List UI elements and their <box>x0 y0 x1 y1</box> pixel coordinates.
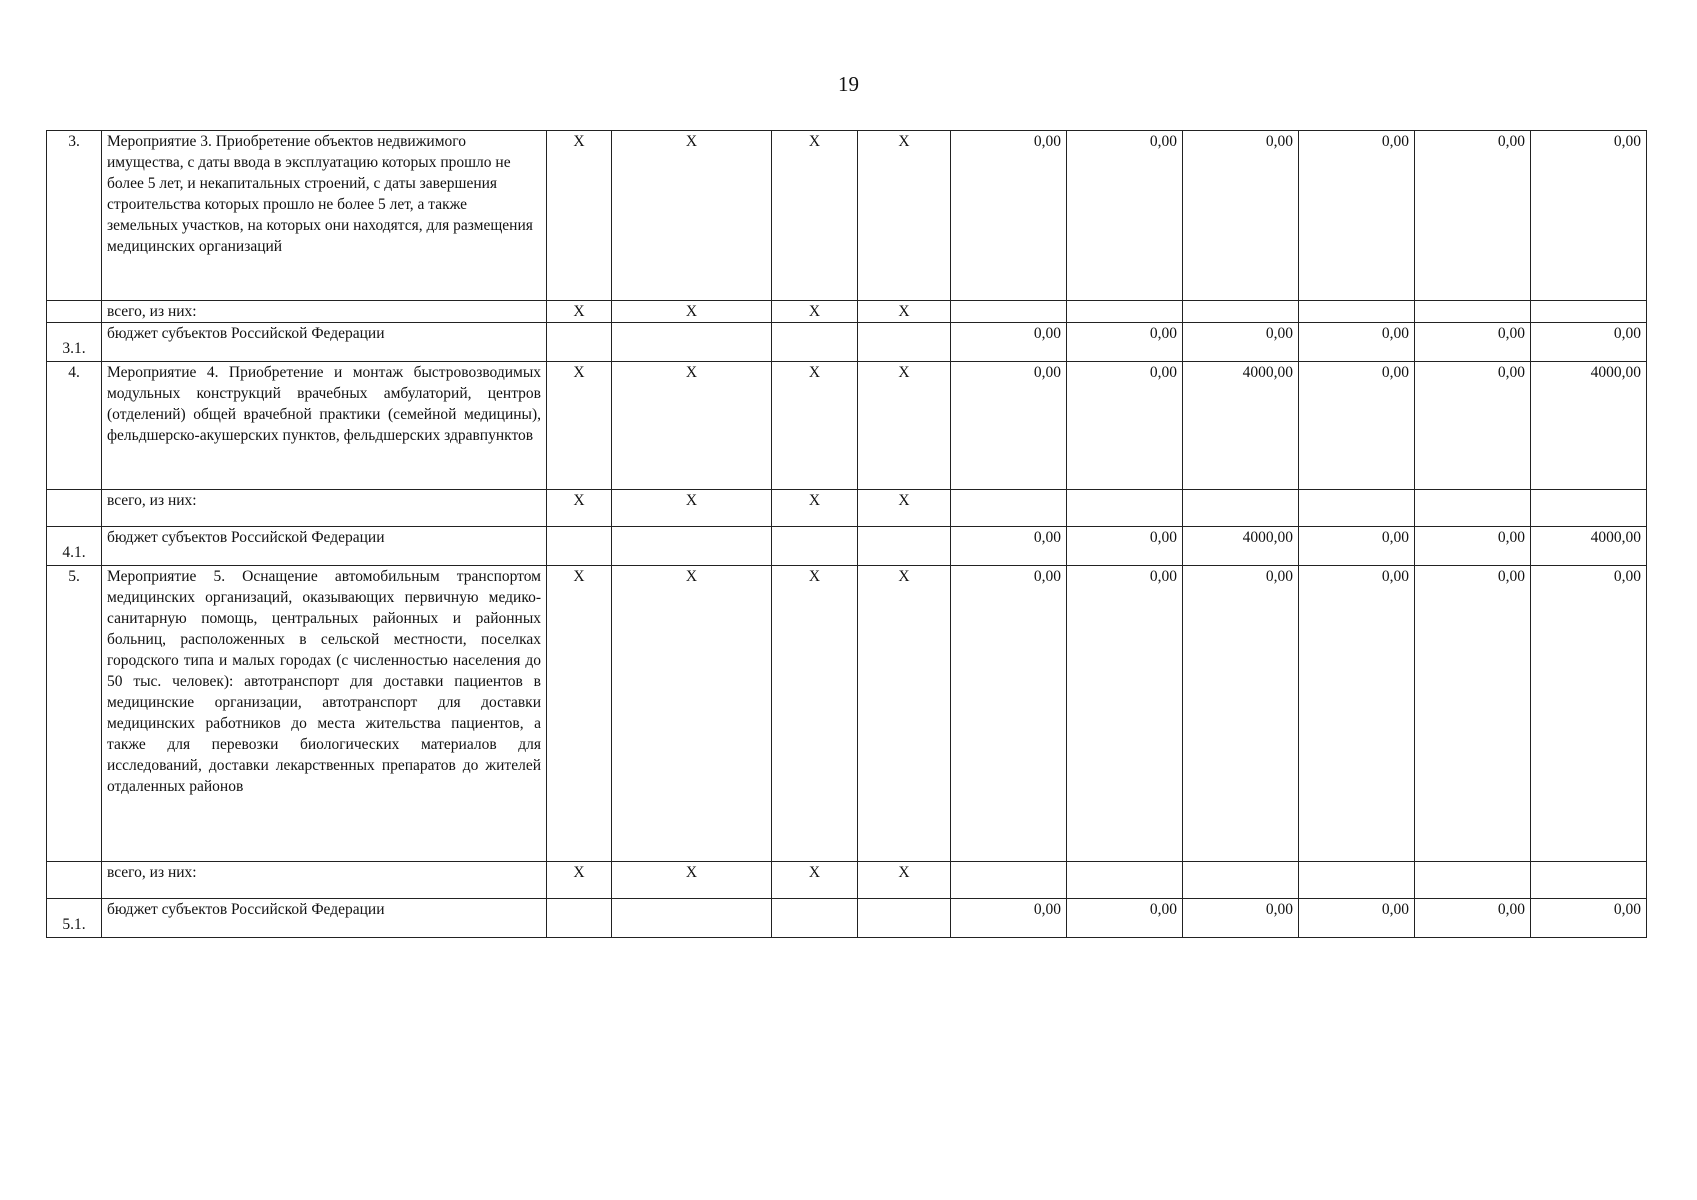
value-cell: 0,00 <box>1067 362 1183 490</box>
value-cell <box>1299 490 1415 527</box>
x-cell <box>858 899 951 938</box>
x-cell: X <box>772 566 858 862</box>
value-cell: 4000,00 <box>1183 527 1299 566</box>
value-cell: 0,00 <box>1415 323 1531 362</box>
x-cell: X <box>612 566 772 862</box>
value-cell: 0,00 <box>1067 899 1183 938</box>
value-cell <box>951 301 1067 323</box>
x-cell: X <box>547 862 612 899</box>
x-cell: X <box>858 490 951 527</box>
x-cell: X <box>547 131 612 301</box>
page-number: 19 <box>838 72 859 96</box>
table-row <box>47 301 1647 323</box>
measure-description: Мероприятие 4. Приобретение и монтаж быстровозводимых модульных конструкций врачебных амбулаторий, центров (отделений) общей врачебной практики (семейной медицины), фельдшерско-акушерских пунктов, фельдшерских здравпунктов <box>102 362 547 490</box>
value-cell: 0,00 <box>1415 131 1531 301</box>
value-cell: 0,00 <box>1183 566 1299 862</box>
value-cell: 0,00 <box>1299 323 1415 362</box>
table-row <box>47 362 1647 490</box>
row-number <box>47 862 102 899</box>
x-cell: X <box>772 362 858 490</box>
value-cell: 0,00 <box>1183 899 1299 938</box>
x-cell <box>612 527 772 566</box>
value-cell <box>1183 862 1299 899</box>
value-cell <box>1415 862 1531 899</box>
x-cell: X <box>612 490 772 527</box>
measure-description: Мероприятие 5. Оснащение автомобильным транспортом медицинских организаций, оказывающих первичную медико-санитарную помощь, центральных районных и районных больниц, расположенных в сельской местности, поселках городского типа и малых городах (с численностью населения до 50 тыс. человек): автотранспорт для доставки пациентов в медицинские организации, автотранспорт для доставки медицинских работников до места жительства пациентов, а также для перевозки биологических материалов для исследований, доставки лекарственных препаратов до жителей отдаленных районов <box>102 566 547 862</box>
table-row <box>47 566 1647 862</box>
value-cell: 0,00 <box>951 527 1067 566</box>
value-cell: 0,00 <box>1183 323 1299 362</box>
x-cell <box>772 323 858 362</box>
value-cell <box>1067 862 1183 899</box>
x-cell: X <box>547 566 612 862</box>
row-number: 4.1. <box>47 527 102 566</box>
value-cell <box>1067 490 1183 527</box>
value-cell <box>1067 301 1183 323</box>
value-cell: 4000,00 <box>1531 527 1647 566</box>
value-cell: 0,00 <box>1183 131 1299 301</box>
x-cell <box>772 527 858 566</box>
row-number: 5. <box>47 566 102 862</box>
x-cell <box>772 899 858 938</box>
table-row <box>47 862 1647 899</box>
value-cell <box>1299 862 1415 899</box>
value-cell: 0,00 <box>951 323 1067 362</box>
x-cell: X <box>858 362 951 490</box>
x-cell: X <box>612 131 772 301</box>
value-cell <box>951 490 1067 527</box>
value-cell: 0,00 <box>1067 323 1183 362</box>
budget-source-label: бюджет субъектов Российской Федерации <box>102 527 547 566</box>
row-number: 5.1. <box>47 899 102 938</box>
x-cell: X <box>858 131 951 301</box>
value-cell: 0,00 <box>1531 131 1647 301</box>
row-number: 4. <box>47 362 102 490</box>
x-cell: X <box>612 862 772 899</box>
x-cell: X <box>772 131 858 301</box>
measure-description: Мероприятие 3. Приобретение объектов недвижимого имущества, с даты ввода в эксплуатацию которых прошло не более 5 лет, и некапитальных строений, с даты завершения строительства которых прошло не более 5 лет, а также земельных участков, на которых они находятся, для размещения медицинских организаций <box>102 131 547 301</box>
table-row <box>47 490 1647 527</box>
value-cell: 0,00 <box>1531 899 1647 938</box>
x-cell <box>612 323 772 362</box>
x-cell: X <box>547 490 612 527</box>
budget-source-label: бюджет субъектов Российской Федерации <box>102 323 547 362</box>
value-cell: 4000,00 <box>1183 362 1299 490</box>
x-cell: X <box>547 362 612 490</box>
x-cell: X <box>612 301 772 323</box>
value-cell: 0,00 <box>951 566 1067 862</box>
value-cell: 0,00 <box>951 362 1067 490</box>
x-cell: X <box>858 862 951 899</box>
x-cell: X <box>612 362 772 490</box>
x-cell: X <box>858 566 951 862</box>
value-cell <box>1531 490 1647 527</box>
x-cell: X <box>772 862 858 899</box>
row-number <box>47 490 102 527</box>
x-cell <box>547 899 612 938</box>
x-cell: X <box>772 301 858 323</box>
value-cell: 0,00 <box>1299 566 1415 862</box>
x-cell: X <box>547 301 612 323</box>
subtotal-label: всего, из них: <box>102 301 547 323</box>
value-cell <box>1531 301 1647 323</box>
table-row <box>47 899 1647 938</box>
value-cell <box>1299 301 1415 323</box>
table-row <box>47 527 1647 566</box>
value-cell <box>1415 490 1531 527</box>
table-row <box>47 323 1647 362</box>
table-row <box>47 131 1647 301</box>
value-cell: 0,00 <box>951 899 1067 938</box>
value-cell: 4000,00 <box>1531 362 1647 490</box>
x-cell: X <box>858 301 951 323</box>
value-cell: 0,00 <box>1415 527 1531 566</box>
value-cell <box>1183 301 1299 323</box>
value-cell: 0,00 <box>1067 566 1183 862</box>
value-cell: 0,00 <box>1415 362 1531 490</box>
value-cell: 0,00 <box>1415 566 1531 862</box>
value-cell: 0,00 <box>1299 527 1415 566</box>
x-cell <box>547 527 612 566</box>
x-cell <box>858 527 951 566</box>
x-cell <box>612 899 772 938</box>
subtotal-label: всего, из них: <box>102 862 547 899</box>
value-cell: 0,00 <box>951 131 1067 301</box>
value-cell: 0,00 <box>1299 131 1415 301</box>
value-cell: 0,00 <box>1067 527 1183 566</box>
value-cell: 0,00 <box>1531 566 1647 862</box>
budget-table <box>46 130 1647 938</box>
row-number <box>47 301 102 323</box>
value-cell: 0,00 <box>1067 131 1183 301</box>
value-cell <box>1183 490 1299 527</box>
value-cell: 0,00 <box>1299 362 1415 490</box>
value-cell: 0,00 <box>1415 899 1531 938</box>
subtotal-label: всего, из них: <box>102 490 547 527</box>
value-cell: 0,00 <box>1299 899 1415 938</box>
row-number: 3. <box>47 131 102 301</box>
x-cell: X <box>772 490 858 527</box>
value-cell <box>1415 301 1531 323</box>
value-cell <box>951 862 1067 899</box>
budget-source-label: бюджет субъектов Российской Федерации <box>102 899 547 938</box>
x-cell <box>858 323 951 362</box>
x-cell <box>547 323 612 362</box>
value-cell <box>1531 862 1647 899</box>
value-cell: 0,00 <box>1531 323 1647 362</box>
row-number: 3.1. <box>47 323 102 362</box>
